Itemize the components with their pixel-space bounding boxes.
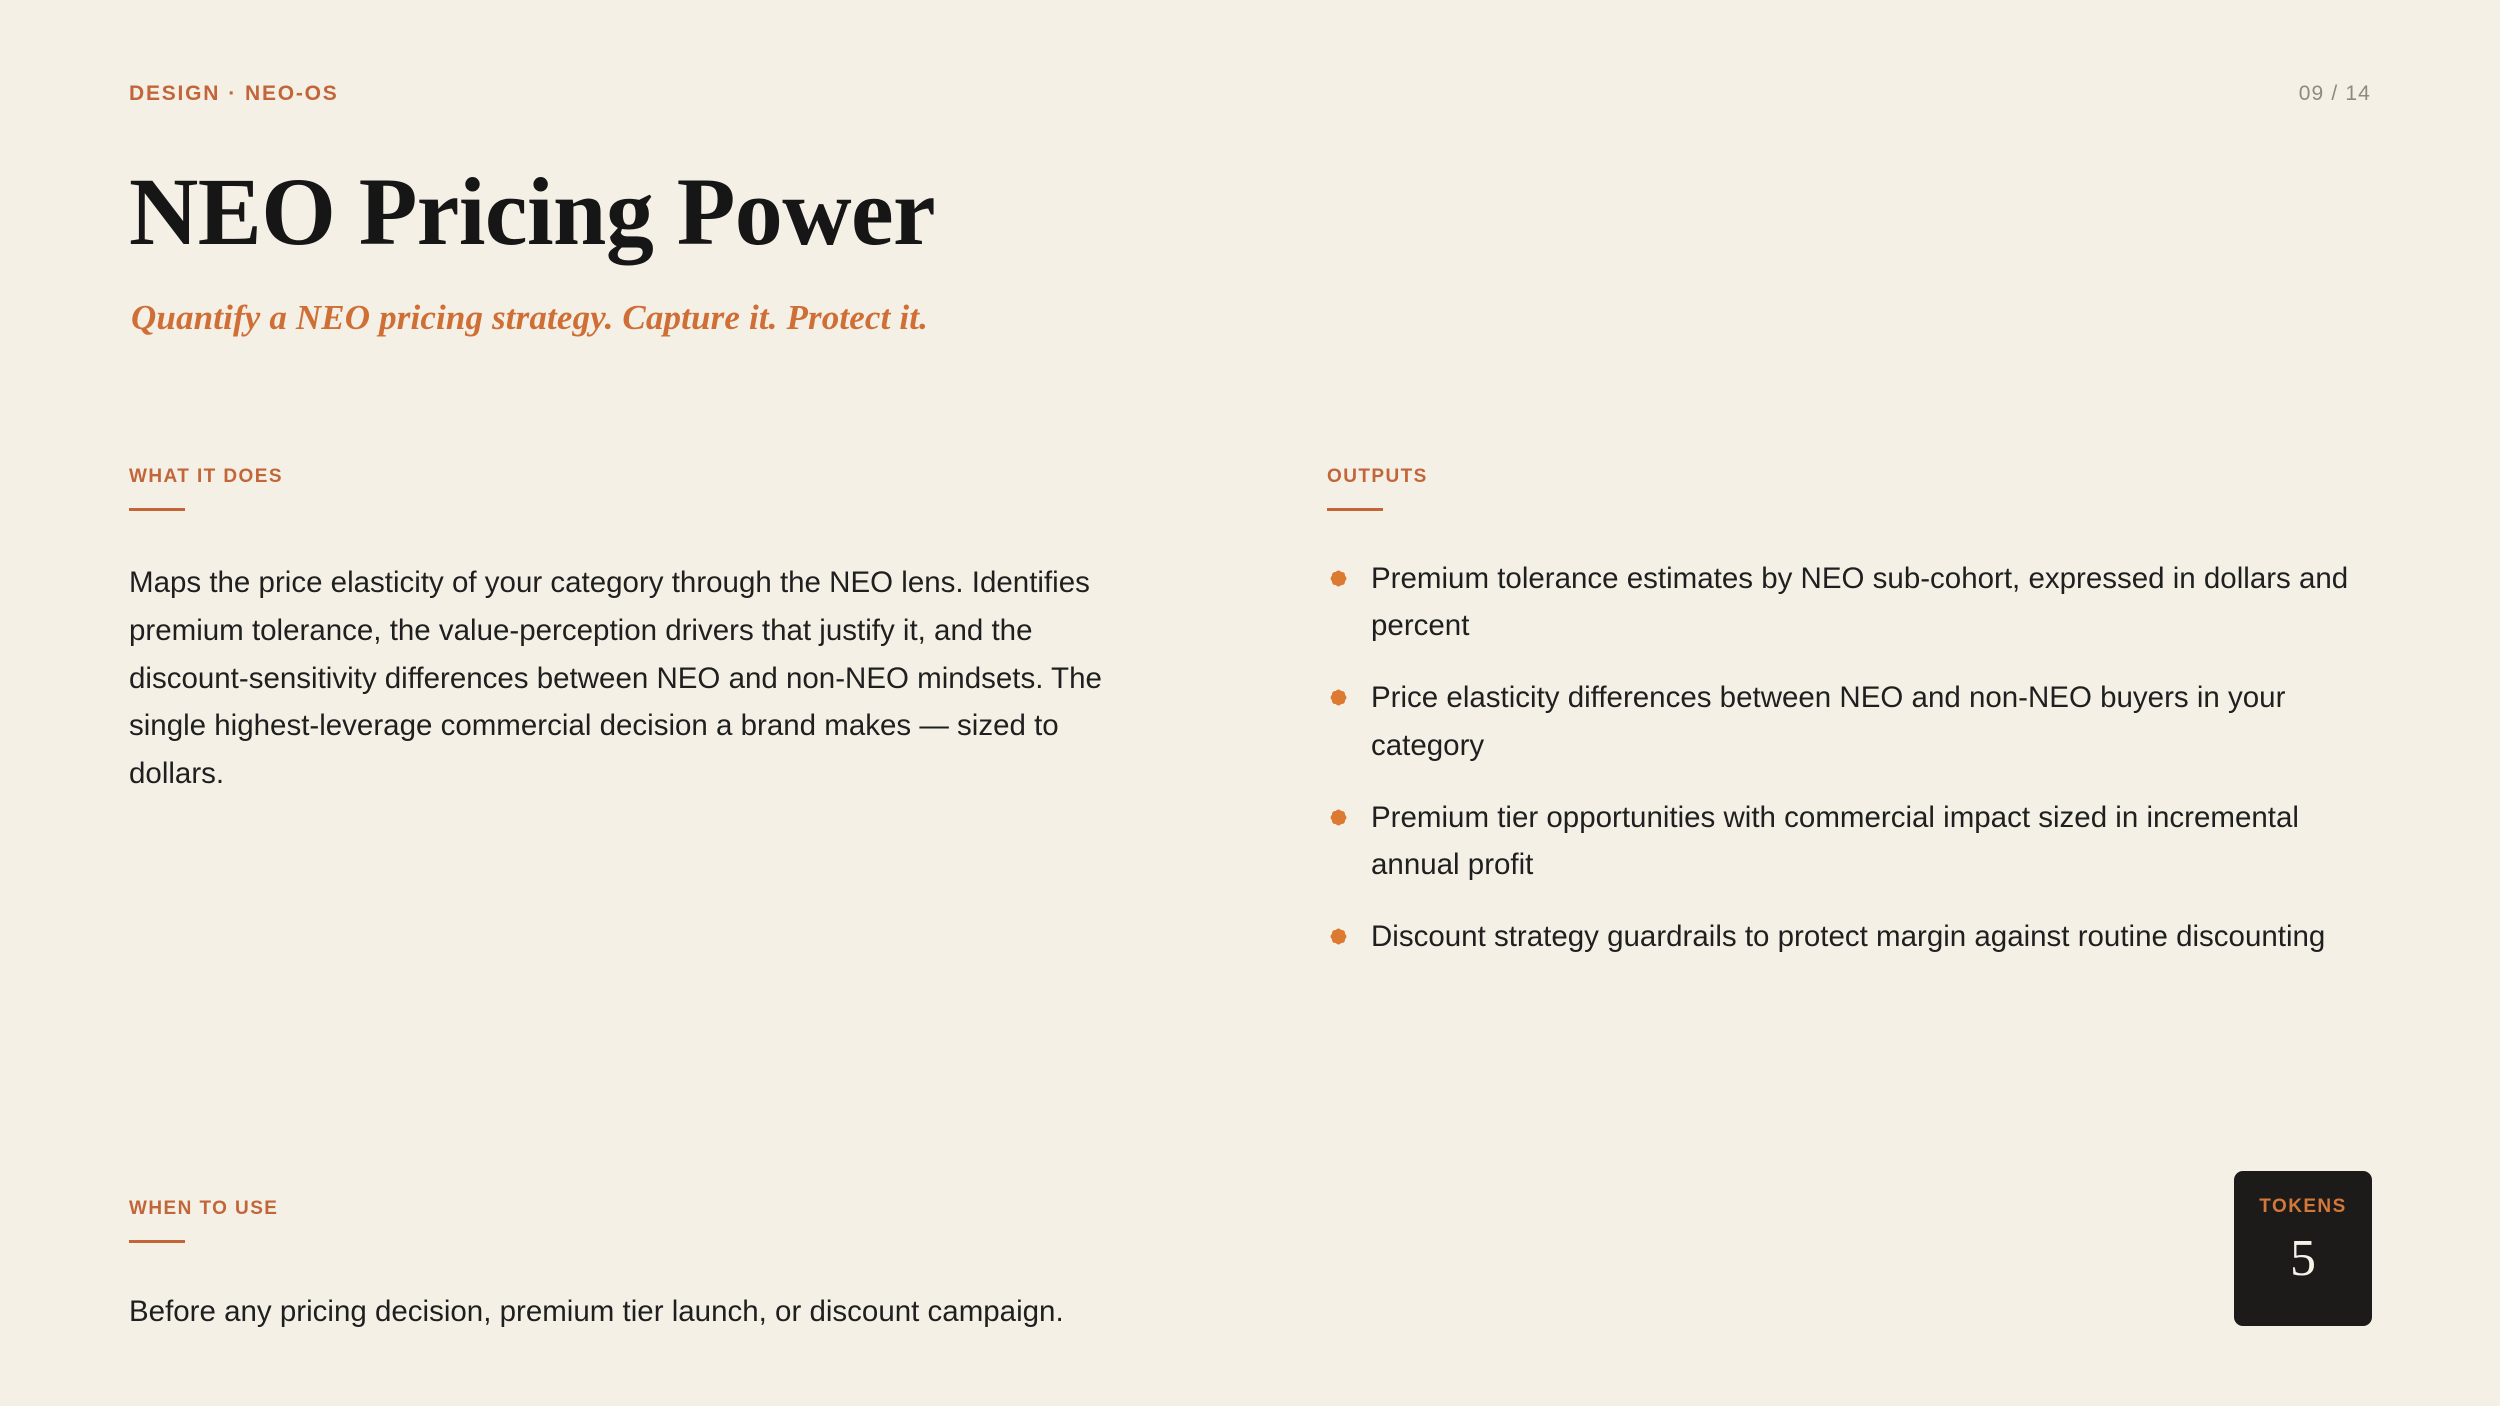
list-item-label: Premium tolerance estimates by NEO sub-cohort, expressed in dollars and percent	[1371, 562, 2349, 643]
section-what-it-does	[129, 466, 1189, 798]
list-item	[1327, 674, 2372, 768]
list-item-label: Premium tier opportunities with commercial impact sized in incremental annual profit	[1371, 800, 2299, 881]
tokens-badge	[2234, 1171, 2372, 1326]
section-rule	[129, 508, 185, 511]
tokens-badge-label: TOKENS	[2259, 1196, 2347, 1217]
breadcrumb	[129, 82, 339, 106]
section-rule	[1327, 508, 1383, 511]
list-item-label: Discount strategy guardrails to protect margin against routine discounting	[1371, 920, 2326, 954]
section-label-outputs: OUTPUTS	[1327, 466, 1428, 487]
page-counter: 09 / 14	[2298, 82, 2371, 105]
list-item	[1327, 913, 2372, 960]
breadcrumb-segment-design: DESIGN	[129, 82, 221, 105]
list-item-label: Price elasticity differences between NEO and non-NEO buyers in your category	[1371, 681, 2286, 762]
section-when-to-use	[129, 1198, 1229, 1335]
section-outputs	[1327, 466, 2372, 960]
bullet-diamond-icon	[1329, 569, 1347, 587]
list-item	[1327, 794, 2372, 888]
breadcrumb-segment-neo-os: NEO-OS	[245, 82, 339, 105]
bullet-diamond-icon	[1329, 689, 1347, 707]
when-to-use-body: Before any pricing decision, premium tier launch, or discount campaign.	[129, 1295, 1064, 1328]
list-item	[1327, 555, 2372, 649]
page-title: NEO Pricing Power	[129, 158, 936, 265]
section-label-what-it-does: WHAT IT DOES	[129, 466, 283, 487]
page-subtitle: Quantify a NEO pricing strategy. Capture it. Protect it.	[131, 298, 928, 337]
bullet-diamond-icon	[1329, 808, 1347, 826]
what-it-does-body: Maps the price elasticity of your category through the NEO lens. Identifies premium tolerance, the value-perception drivers that justify it, and the discount-sensitivity differences between NEO and non-NEO mindsets. The single highest-leverage commercial decision a brand makes — sized to dollars.	[129, 566, 1102, 791]
tokens-badge-value: 5	[2290, 1230, 2316, 1287]
outputs-list	[1327, 555, 2372, 960]
section-rule	[129, 1240, 185, 1243]
bullet-diamond-icon	[1329, 927, 1347, 945]
breadcrumb-separator-icon: ·	[228, 82, 238, 105]
section-label-when-to-use: WHEN TO USE	[129, 1198, 279, 1219]
slide-header	[129, 82, 2371, 106]
